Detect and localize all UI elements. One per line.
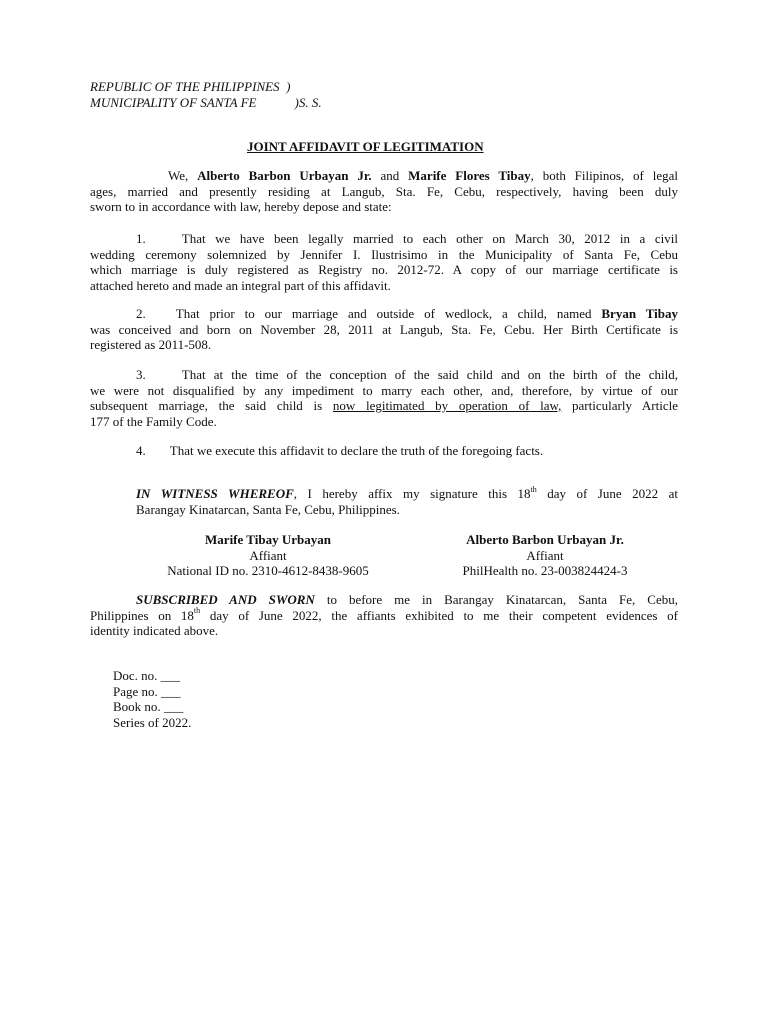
affiant-1-name: Alberto Barbon Urbayan Jr. (197, 168, 372, 183)
venue-ss: )S. S. (294, 94, 322, 110)
jurat-paragraph-cont: Philippines on 18th day of June 2022, the affiants exhibited to me their competent evidences of identity indicated above. (90, 606, 678, 638)
paragraph-4: 4. That we execute this affidavit to declare the truth of the foregoing facts. (136, 443, 544, 458)
venue-line-2: MUNICIPALITY OF SANTA FE (90, 94, 257, 110)
child-name: Bryan Tibay (601, 306, 678, 321)
paragraph-3: 3. That at the time of the conception of the said child and on the birth of the child, we were not disqualified by any impediment to marry each other, and, therefore, by virtue of our subsequent marriage, the said child is now legitimated by operation of law, particularly Article 177 of the Family Code. (90, 367, 679, 429)
paragraph-1: 1. That we have been legally married to each other on March 30, 2012 in a civil wedding ceremony solemnized by Jennifer I. Ilustrisimo in the Municipality of Santa Fe, Cebu which marriage is duly registered as Registry no. 2012-72. A copy of our marriage certificate is attached hereto and made an integral part of this affidavit. (90, 231, 678, 293)
book-no: Book no. ___ (113, 699, 184, 714)
intro-paragraph-cont: ages, married and presently residing at Langub, Sta. Fe, Cebu, respectively, having been duly sworn to in accordance with law, hereby depose and state: (90, 183, 678, 214)
paragraph-1-number: 1. (136, 231, 146, 246)
jurat-paragraph: SUBSCRIBED AND SWORN to before me in Barangay Kinatarcan, Santa Fe, Cebu, (136, 592, 678, 607)
signatory-2-role: Affiant (526, 547, 564, 563)
paragraph-4-number: 4. (136, 443, 146, 458)
paragraph-2: 2. That prior to our marriage and outside of wedlock, a child, named Bryan Tibay was conceived and born on November 28, 2011 at Langub, Sta. Fe, Cebu. Her Birth Certificate is registered as 2011-508. (90, 306, 678, 352)
page-no: Page no. ___ (113, 683, 181, 699)
affiant-2-name: Marife Flores Tibay (408, 168, 531, 183)
venue-line-1: REPUBLIC OF THE PHILIPPINES (90, 79, 280, 94)
signatory-1-id: National ID no. 2310-4612-8438-9605 (167, 563, 369, 578)
signature-block-2 (415, 532, 675, 579)
series: Series of 2022. (113, 714, 192, 730)
legitimation-clause: now legitimated by operation of law, (332, 398, 562, 413)
witness-paragraph: IN WITNESS WHEREOF, I hereby affix my signature this 18th day of June 2022 at Barangay Kinatarcan, Santa Fe, Cebu, Philippines. (136, 484, 678, 517)
paragraph-3-number: 3. (136, 367, 146, 382)
signatory-2-name: Alberto Barbon Urbayan Jr. (466, 532, 624, 547)
witness-heading: IN WITNESS WHEREOF (136, 486, 294, 501)
signature-block-1 (138, 532, 398, 579)
paragraph-2-number: 2. (136, 306, 146, 321)
signatory-1-role: Affiant (249, 547, 287, 563)
jurat-heading: SUBSCRIBED AND SWORN (136, 592, 315, 607)
signatory-1-name: Marife Tibay Urbayan (205, 532, 331, 547)
venue-header: REPUBLIC OF THE PHILIPPINES ) MUNICIPALITY OF SANTA FE )S. S. (90, 79, 322, 110)
intro-paragraph: We, Alberto Barbon Urbayan Jr. and Marife Flores Tibay, both Filipinos, of legal (168, 168, 678, 183)
signatory-2-id: PhilHealth no. 23-003824424-3 (462, 563, 628, 578)
notarial-register (113, 668, 191, 730)
document-title: JOINT AFFIDAVIT OF LEGITIMATION (247, 139, 484, 154)
doc-no: Doc. no. ___ (113, 668, 181, 683)
